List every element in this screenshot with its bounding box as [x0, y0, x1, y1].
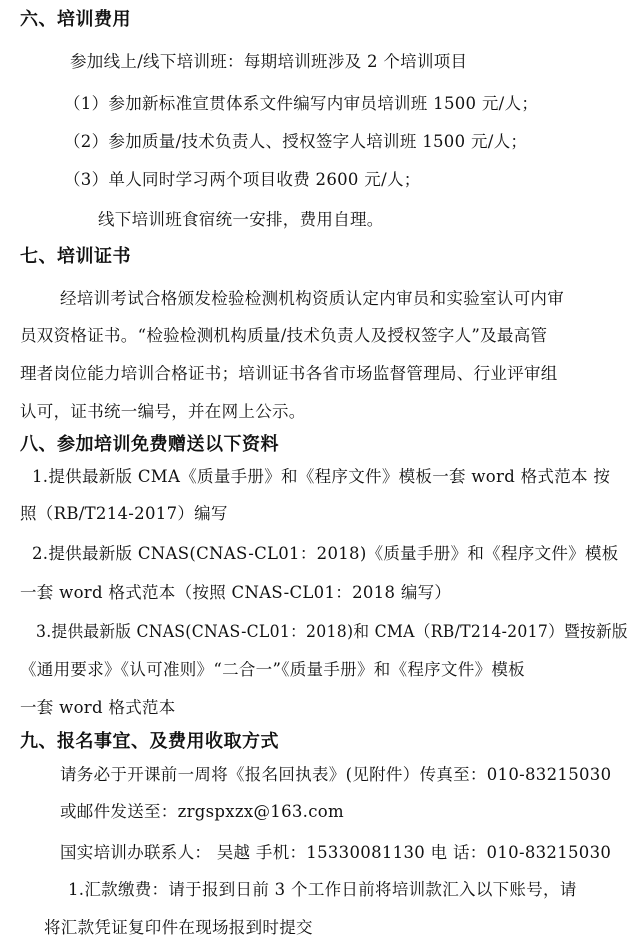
section-6-line-4: （3）单人同时学习两个项目收费 2600 元/人； [64, 170, 421, 189]
section-8-line-6: 《通用要求》《认可准则》“二合一”《质量手册》和《程序文件》模板 [20, 660, 525, 679]
section-7-line-3: 理者岗位能力培训合格证书；培训证书各省市场监督管理局、行业评审组 [20, 364, 558, 383]
section-6-line-5: 线下培训班食宿统一安排，费用自理。 [98, 210, 384, 229]
section-8-line-1: 1.提供最新版 CMA《质量手册》和《程序文件》模板一套 word 格式范本 按 [32, 467, 611, 486]
section-8-line-4: 一套 word 格式范本（按照 CNAS-CL01：2018 编写） [20, 583, 452, 602]
section-7-line-1: 经培训考试合格颁发检验检测机构资质认定内审员和实验室认可内审 [60, 289, 564, 308]
section-7-line-2: 员双资格证书。“检验检测机构质量/技术负责人及授权签字人”及最高管 [20, 326, 548, 345]
section-8-line-3: 2.提供最新版 CNAS(CNAS-CL01：2018)《质量手册》和《程序文件》模板 [32, 544, 619, 563]
section-9-line-4: 1.汇款缴费：请于报到日前 3 个工作日前将培训款汇入以下账号，请 [68, 880, 577, 899]
section-7-heading: 七、培训证书 [20, 246, 131, 267]
section-6-line-1: 参加线上/线下培训班：每期培训班涉及 2 个培训项目 [70, 52, 468, 71]
section-7-line-4: 认可，证书统一编号，并在网上公示。 [20, 402, 306, 421]
section-8-heading: 八、参加培训免费赠送以下资料 [20, 434, 279, 455]
section-9-line-1: 请务必于开课前一周将《报名回执表》(见附件）传真至：010-83215030 [60, 765, 612, 784]
section-9-line-2: 或邮件发送至：zrgspxzx@163.com [60, 802, 344, 821]
section-9-line-3: 国实培训办联系人： 吴越 手机：15330081130 电 话：010-83215030 [60, 843, 612, 862]
section-8-line-2: 照（RB/T214-2017）编写 [20, 504, 228, 523]
section-8-line-5: 3.提供最新版 CNAS(CNAS-CL01：2018)和 CMA（RB/T214-2017）暨按新版 [36, 622, 628, 641]
section-6-line-2: （1）参加新标准宣贯体系文件编写内审员培训班 1500 元/人； [64, 94, 539, 113]
section-9-line-5: 将汇款凭证复印件在现场报到时提交 [44, 918, 313, 937]
section-9-heading: 九、报名事宜、及费用收取方式 [20, 731, 279, 752]
section-8-line-7: 一套 word 格式范本 [20, 698, 176, 717]
section-6-heading: 六、培训费用 [20, 9, 131, 30]
section-6-line-3: （2）参加质量/技术负责人、授权签字人培训班 1500 元/人； [64, 132, 528, 151]
